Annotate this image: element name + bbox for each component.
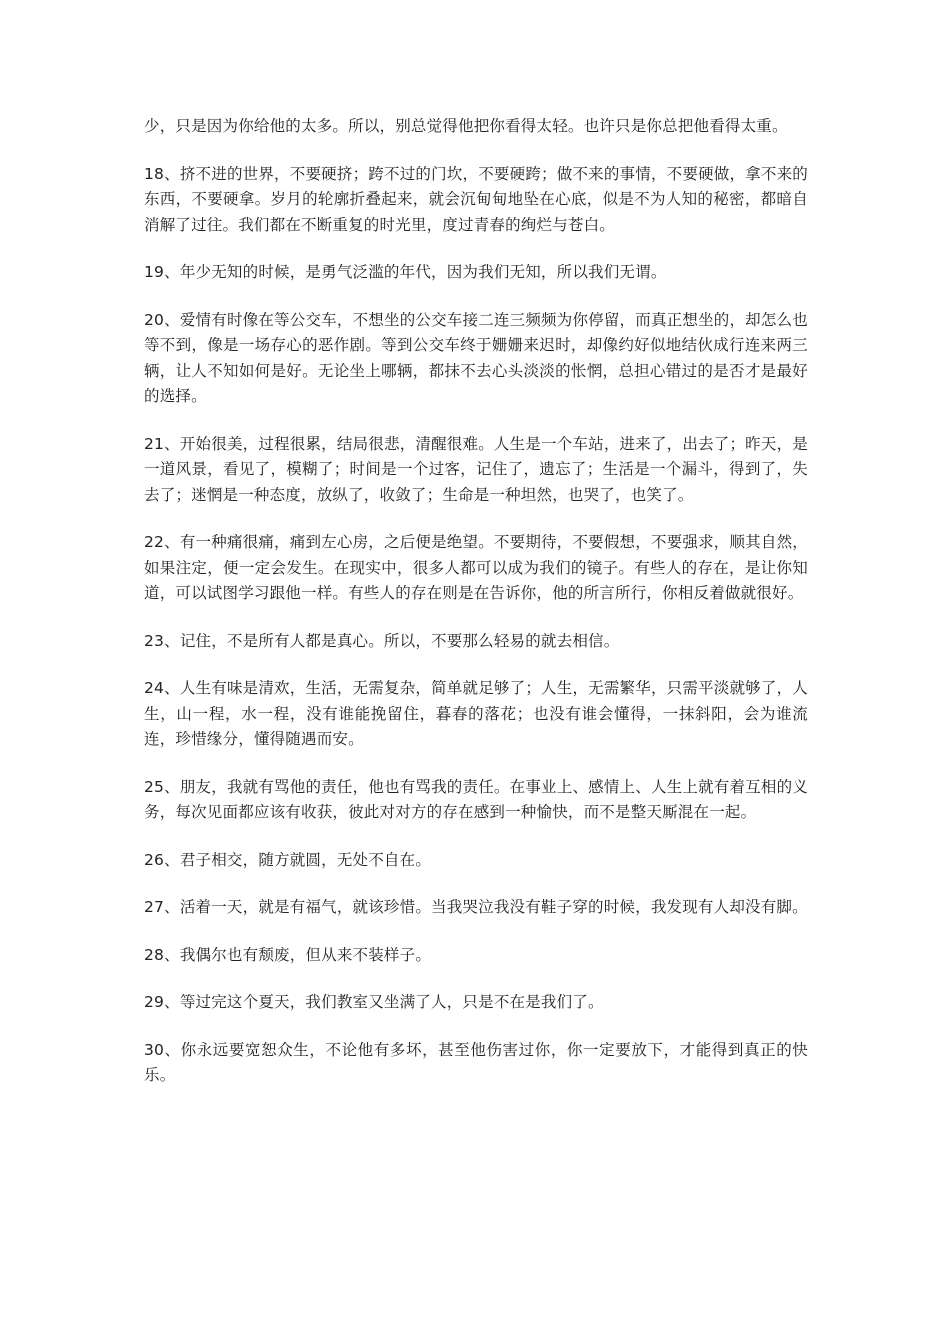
paragraph-22: 22、有一种痛很痛，痛到左心房，之后便是绝望。不要期待，不要假想，不要强求，顺其自然，如果注定，便一定会发生。在现实中，很多人都可以成为我们的镜子。有些人的存在，是让你知道，可以试图学习跟他一样。有些人的存在则是在告诉你，他的所言所行，你相反着做就很好。 xyxy=(144,533,808,602)
paragraph-27: 27、活着一天，就是有福气，就该珍惜。当我哭泣我没有鞋子穿的时候，我发现有人却没有脚。 xyxy=(144,898,808,916)
document-body xyxy=(144,114,808,1111)
paragraph-21: 21、开始很美，过程很累，结局很悲，清醒很难。人生是一个车站，进来了，出去了；昨天，是一道风景，看见了，模糊了；时间是一个过客，记住了，遗忘了；生活是一个漏斗，得到了，失去了；迷惘是一种态度，放纵了，收敛了；生命是一种坦然，也哭了，也笑了。 xyxy=(144,434,808,504)
paragraph-25: 25、朋友，我就有骂他的责任，他也有骂我的责任。在事业上、感情上、人生上就有着互相的义务，每次见面都应该有收获，彼此对对方的存在感到一种愉快，而不是整天厮混在一起。 xyxy=(144,777,808,821)
paragraph-continuation: 少，只是因为你给他的太多。所以，别总觉得他把你看得太轻。也许只是你总把他看得太重。 xyxy=(144,117,788,135)
paragraph-28: 28、我偶尔也有颓废，但从来不装样子。 xyxy=(144,945,432,964)
paragraph-18: 18、挤不进的世界，不要硬挤；跨不过的门坎，不要硬跨；做不来的事情，不要硬做，拿不来的东西，不要硬拿。岁月的轮廓折叠起来，就会沉甸甸地坠在心底，似是不为人知的秘密，都暗自消解了过往。我们都在不断重复的时光里，度过青春的绚烂与苍白。 xyxy=(144,164,808,234)
paragraph-20: 20、爱情有时像在等公交车，不想坐的公交车接二连三频频为你停留，而真正想坐的，却怎么也等不到，像是一场存心的恶作剧。等到公交车终于姗姗来迟时，却像约好似地结伙成行连来两三辆，让人不知如何是好。无论坐上哪辆，都抹不去心头淡淡的怅惘，总担心错过的是否才是最好的选择。 xyxy=(144,310,808,405)
paragraph-30: 30、你永远要宽恕众生，不论他有多坏，甚至他伤害过你，你一定要放下，才能得到真正的快乐。 xyxy=(144,1040,808,1084)
paragraph-24: 24、人生有味是清欢，生活，无需复杂，简单就足够了；人生，无需繁华，只需平淡就够了，人生，山一程，水一程，没有谁能挽留住，暮春的落花；也没有谁会懂得，一抹斜阳，会为谁流连，珍惜缘分，懂得随遇而安。 xyxy=(144,679,808,748)
paragraph-23: 23、记住，不是所有人都是真心。所以，不要那么轻易的就去相信。 xyxy=(144,631,620,650)
paragraph-19: 19、年少无知的时候，是勇气泛滥的年代，因为我们无知，所以我们无谓。 xyxy=(144,263,667,281)
paragraph-29: 29、等过完这个夏天，我们教室又坐满了人，只是不在是我们了。 xyxy=(144,993,604,1011)
paragraph-26: 26、君子相交，随方就圆，无处不自在。 xyxy=(144,850,432,869)
